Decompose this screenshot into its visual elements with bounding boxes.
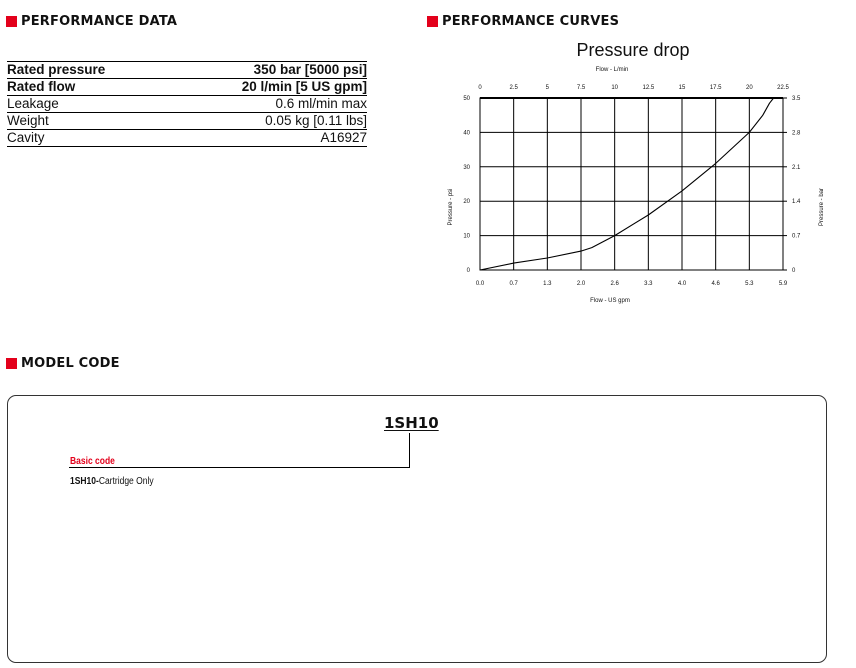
spec-row-cavity bbox=[7, 130, 367, 147]
chart-bottom-axis-label: Flow - US gpm bbox=[590, 298, 630, 304]
bottom-tick-label: 0.7 bbox=[509, 281, 518, 287]
model-code-heading bbox=[6, 356, 120, 371]
plot-frame bbox=[480, 98, 783, 270]
spec-row-weight bbox=[7, 113, 367, 130]
spec-label: Rated flow bbox=[7, 79, 76, 94]
spec-row-leakage bbox=[7, 96, 367, 113]
left-tick-label: 50 bbox=[463, 96, 470, 102]
left-tick-label: 30 bbox=[463, 164, 470, 171]
callout-line-horizontal bbox=[69, 467, 410, 468]
right-tick-label: 0 bbox=[792, 268, 796, 274]
chart-left-axis-label: Pressure - psi bbox=[448, 188, 454, 226]
option-code: 1SH10- bbox=[70, 476, 99, 487]
basic-code-label: Basic code bbox=[70, 456, 115, 467]
right-tick-label: 2.8 bbox=[792, 130, 801, 137]
left-tick-label: 0 bbox=[466, 268, 470, 274]
red-square-icon bbox=[6, 358, 17, 369]
chart-top-axis-label: Flow - L/min bbox=[595, 67, 629, 73]
performance-curves-heading bbox=[427, 14, 619, 29]
spec-row-rated-pressure bbox=[7, 62, 367, 79]
left-tick-label: 10 bbox=[463, 233, 470, 240]
spec-row-rated-flow bbox=[7, 79, 367, 96]
spec-table bbox=[7, 61, 367, 147]
bottom-tick-label: 4.0 bbox=[677, 281, 687, 287]
basic-code-option bbox=[70, 476, 154, 487]
chart-title: Pressure drop bbox=[576, 40, 690, 60]
bottom-tick-label: 5.9 bbox=[778, 281, 788, 287]
red-square-icon bbox=[427, 16, 438, 27]
bottom-tick-label: 1.3 bbox=[543, 281, 552, 287]
spec-label: Leakage bbox=[7, 96, 59, 111]
right-tick-label: 0.7 bbox=[792, 233, 801, 240]
red-square-icon bbox=[6, 16, 17, 27]
option-description: Cartridge Only bbox=[98, 476, 154, 487]
spec-value: 0.6 ml/min max bbox=[275, 96, 367, 111]
top-tick-label: 0 bbox=[478, 85, 482, 91]
spec-value: 0.05 kg [0.11 lbs] bbox=[265, 113, 367, 128]
bottom-tick-label: 0.0 bbox=[475, 281, 485, 287]
spec-label: Rated pressure bbox=[7, 62, 106, 77]
top-tick-label: 5 bbox=[545, 85, 550, 91]
performance-data-title: PERFORMANCE DATA bbox=[21, 14, 178, 29]
model-code-value: 1SH10 bbox=[384, 414, 439, 432]
bottom-tick-label: 2.0 bbox=[576, 281, 586, 287]
top-tick-label: 2.5 bbox=[509, 85, 518, 91]
left-tick-label: 20 bbox=[463, 199, 470, 206]
performance-curves-title: PERFORMANCE CURVES bbox=[442, 14, 620, 29]
right-tick-label: 2.1 bbox=[792, 164, 801, 171]
top-tick-label: 10 bbox=[611, 85, 619, 91]
spec-value: A16927 bbox=[320, 130, 367, 145]
top-tick-label: 15 bbox=[678, 85, 686, 91]
top-tick-label: 12.5 bbox=[642, 85, 655, 91]
right-tick-label: 1.4 bbox=[792, 199, 801, 206]
bottom-tick-label: 5.3 bbox=[745, 281, 754, 287]
top-tick-label: 22.5 bbox=[777, 85, 789, 91]
bottom-tick-label: 3.3 bbox=[644, 281, 653, 287]
bottom-tick-label: 4.6 bbox=[711, 281, 720, 287]
top-tick-label: 20 bbox=[745, 85, 753, 91]
top-tick-label: 17.5 bbox=[709, 85, 722, 91]
spec-value: 350 bar [5000 psi] bbox=[253, 62, 367, 77]
bottom-tick-label: 2.6 bbox=[610, 281, 619, 287]
top-tick-label: 7.5 bbox=[576, 85, 586, 91]
spec-label: Cavity bbox=[7, 130, 45, 145]
chart-right-axis-label: Pressure - bar bbox=[819, 187, 825, 227]
model-code-title: MODEL CODE bbox=[21, 356, 120, 371]
spec-value: 20 l/min [5 US gpm] bbox=[241, 79, 367, 94]
model-code-box bbox=[7, 395, 827, 663]
callout-line-vertical bbox=[409, 433, 410, 467]
pressure-drop-line bbox=[480, 98, 774, 270]
right-tick-label: 3.5 bbox=[792, 96, 801, 102]
left-tick-label: 40 bbox=[463, 130, 470, 137]
performance-data-heading bbox=[6, 14, 177, 29]
spec-label: Weight bbox=[7, 113, 49, 128]
